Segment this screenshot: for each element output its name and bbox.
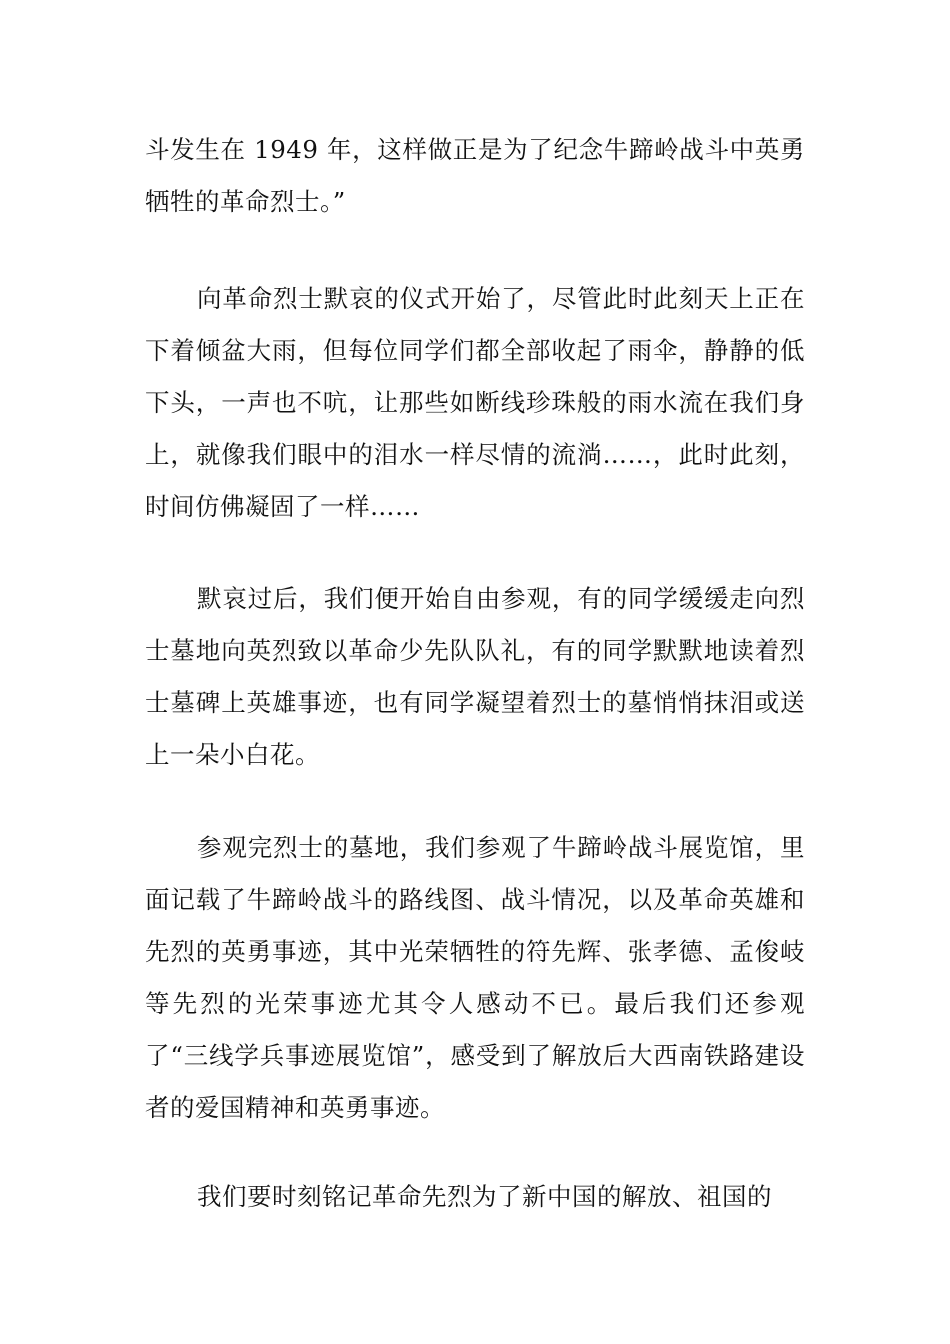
paragraph-silent-tribute: 向革命烈士默哀的仪式开始了，尽管此时此刻天上正在下着倾盆大雨，但每位同学们都全部收起了雨伞，静静的低下头，一声也不吭，让那些如断线珍珠般的雨水流在我们身上，就像我们眼中的泪水一样尽情的流淌……，此时此刻，时间仿佛凝固了一样…… <box>145 284 805 521</box>
paragraph-remember: 我们要时刻铭记革命先烈为了新中国的解放、祖国的 <box>197 1182 772 1211</box>
paragraph-free-visit: 默哀过后，我们便开始自由参观，有的同学缓缓走向烈士墓地向英烈致以革命少先队队礼，有的同学默默地读着烈士墓碑上英雄事迹，也有同学凝望着烈士的墓悄悄抹泪或送上一朵小白花。 <box>145 584 805 769</box>
paragraph-continuation: 斗发生在 1949 年，这样做正是为了纪念牛蹄岭战斗中英勇牺牲的革命烈士。” <box>145 135 805 216</box>
paragraph-exhibition-hall: 参观完烈士的墓地，我们参观了牛蹄岭战斗展览馆，里面记载了牛蹄岭战斗的路线图、战斗情况，以及革命英雄和先烈的英勇事迹，其中光荣牺牲的符先辉、张孝德、孟俊岐等先烈的光荣事迹尤其令人感动不已。最后我们还参观了“三线学兵事迹展览馆”，感受到了解放后大西南铁路建设者的爱国精神和英勇事迹。 <box>145 833 805 1122</box>
